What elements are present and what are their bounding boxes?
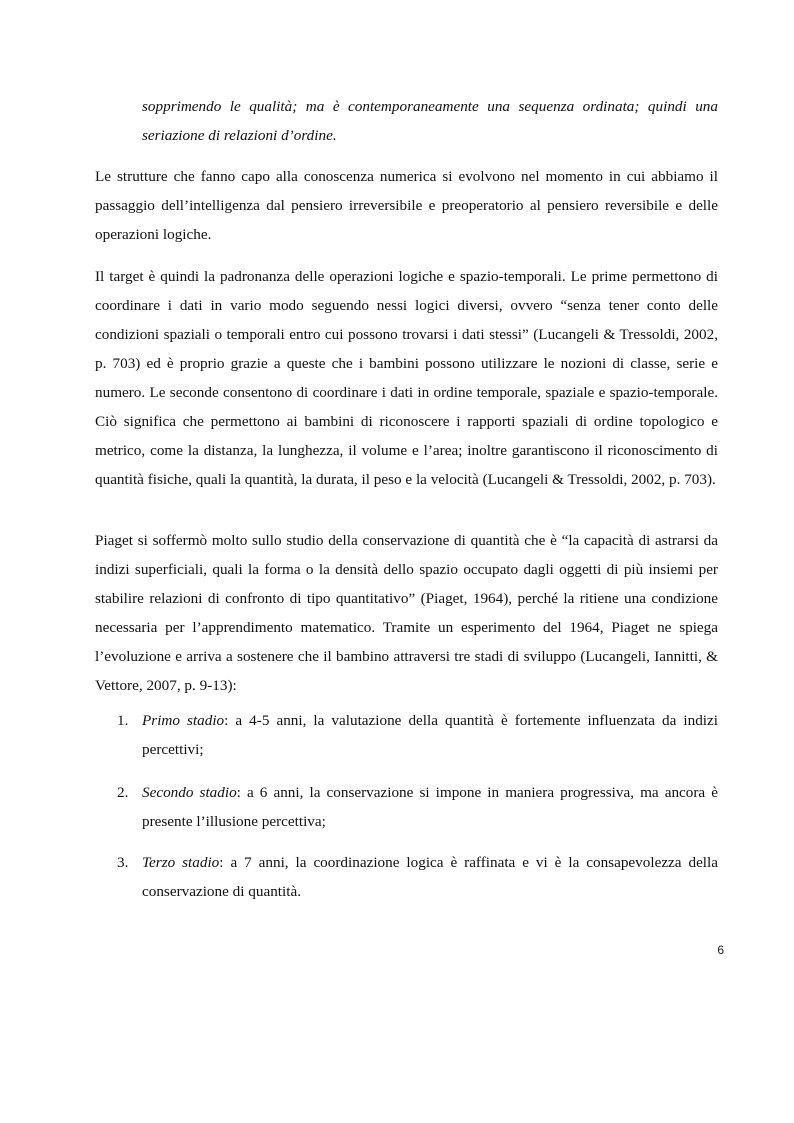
list-item-number: 2. (117, 784, 129, 801)
paragraph-numerical-structures: Le strutture che fanno capo alla conoscenza numerica si evolvono nel momento in cui abbiamo il passaggio dell’intelligenza dal pensiero irreversibile e preoperatorio al pensiero reversibile e delle operazioni logiche. (95, 168, 718, 243)
list-item-body (142, 706, 718, 764)
stage-term: Primo stadio (142, 712, 225, 729)
list-item-body (142, 778, 718, 836)
stage-term: Terzo stadio (142, 854, 220, 871)
page-number: 6 (717, 943, 724, 957)
stage-term: Secondo stadio (142, 784, 237, 801)
paragraph-logical-operations: Il target è quindi la padronanza delle operazioni logiche e spazio-temporali. Le prime permettono di coordinare i dati in vario modo seguendo nessi logici diversi, ovvero “senza tener conto delle condizioni spaziali o temporali entro cui possono trovarsi i dati stessi” (Lucangeli & Tressoldi, 2002, p. 703) ed è proprio grazie a queste che i bambini possono utilizzare le nozioni di classe, serie e numero. Le seconde consentono di coordinare i dati in ordine temporale, spaziale e spazio-temporale. Ciò significa che permettono ai bambini di riconoscere i rapporti spaziali di ordine topologico e metrico, come la distanza, la lunghezza, il volume e l’area; inoltre garantiscono il riconoscimento di quantità fisiche, quali la quantità, la durata, il peso e la velocità (Lucangeli & Tressoldi, 2002, p. 703). (95, 268, 718, 488)
list-item-number: 3. (117, 854, 129, 871)
list-item-number: 1. (117, 712, 129, 729)
stage-description: : a 6 anni, la conservazione si impone in maniera progressiva, ma ancora è presente l’illusione percettiva; (142, 784, 718, 830)
list-item-body (142, 848, 718, 906)
stage-description: : a 4-5 anni, la valutazione della quantità è fortemente influenzata da indizi percettivi; (142, 712, 718, 758)
paragraph-piaget-conservation: Piaget si soffermò molto sullo studio della conservazione di quantità che è “la capacità di astrarsi da indizi superficiali, quali la forma o la densità dello spazio occupato dagli oggetti di più insiemi per stabilire relazioni di confronto di tipo quantitativo” (Piaget, 1964), perché la ritiene una condizione necessaria per l’apprendimento matematico. Tramite un esperimento del 1964, Piaget ne spiega l’evoluzione e arriva a sostenere che il bambino attraversi tre stadi di sviluppo (Lucangeli, Iannitti, & Vettore, 2007, p. 9-13): (95, 532, 718, 694)
quote-continuation: sopprimendo le qualità; ma è contemporaneamente una sequenza ordinata; quindi una seriazione di relazioni d’ordine. (142, 98, 718, 144)
stage-description: : a 7 anni, la coordinazione logica è raffinata e vi è la consapevolezza della conservazione di quantità. (142, 854, 718, 900)
